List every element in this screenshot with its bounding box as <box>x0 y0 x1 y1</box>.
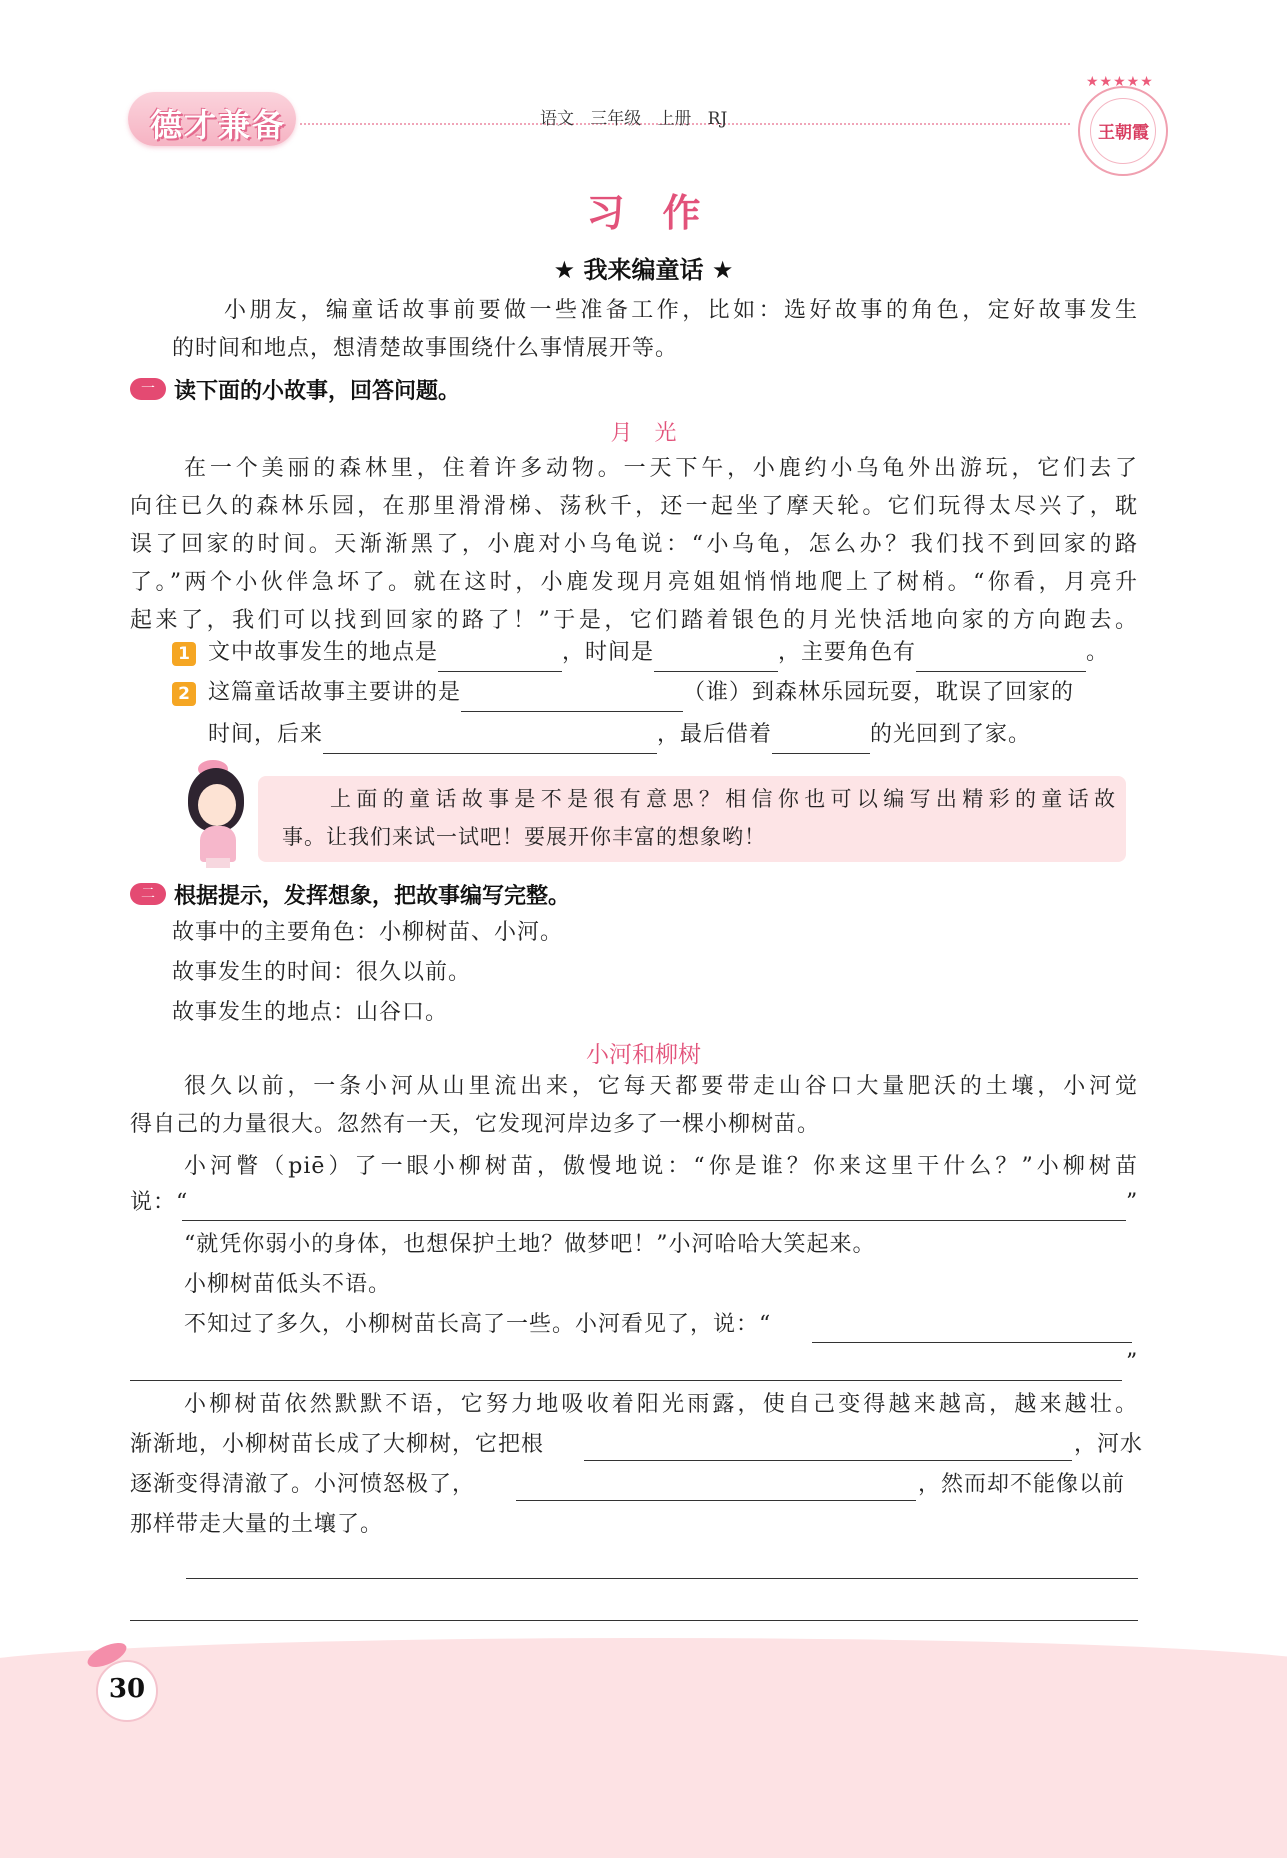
story2-line: “就凭你弱小的身体，也想保护土地？做梦吧！”小河哈哈大笑起来。 <box>184 1232 876 1257</box>
q2-text: 时间，后来 <box>208 722 324 747</box>
story-line: 误了回家的时间。天渐渐黑了，小鹿对小乌龟说：“小乌龟，怎么办？我们找不到回家的路 <box>130 532 1138 557</box>
story2-line-however: ，然而却不能像以前 <box>918 1472 1126 1497</box>
story2-line-river: ，河水 <box>1074 1432 1144 1457</box>
q1-blank-characters[interactable] <box>916 641 1086 672</box>
tip-line-2: 事。让我们来试一试吧！要展开你丰富的想象哟！ <box>282 825 766 849</box>
tip-line-1: 上面的童话故事是不是很有意思？相信你也可以编写出精彩的童话故 <box>330 787 1116 811</box>
subject: 语文 <box>540 109 574 129</box>
story2-line: 小柳树苗低头不语。 <box>184 1272 392 1297</box>
story2-line: 小柳树苗依然默默不语，它努力地吸收着阳光雨露，使自己变得越来越高，越来越壮。 <box>184 1392 1138 1417</box>
question-2-line-2 <box>208 716 1031 754</box>
q2-text: ，最后借着 <box>657 722 773 747</box>
story-line: 在一个美丽的森林里，住着许多动物。一天下午，小鹿约小乌龟外出游玩，它们去了 <box>184 456 1138 481</box>
hint-line: 故事中的主要角色：小柳树苗、小河。 <box>172 920 564 945</box>
story2-line-root: 渐渐地，小柳树苗长成了大柳树，它把根 <box>130 1432 545 1457</box>
section-badge-1: 一 <box>130 378 166 400</box>
girl-face-icon <box>198 784 236 826</box>
story2-line: 得自己的力量很大。忽然有一天，它发现河岸边多了一棵小柳树苗。 <box>130 1112 821 1137</box>
volume: 上册 <box>657 109 692 129</box>
answer-line-ending-2[interactable] <box>130 1620 1138 1621</box>
answer-line-river-says-2[interactable] <box>130 1380 1122 1381</box>
q1-text: ，时间是 <box>562 640 655 665</box>
answer-line-angry[interactable] <box>516 1500 916 1501</box>
story-line: 了。”两个小伙伴急坏了。就在这时，小鹿发现月亮姐姐悄悄地爬上了树梢。“你看，月亮升 <box>130 570 1138 595</box>
section-title-2: 根据提示，发挥想象，把故事编写完整。 <box>174 884 571 909</box>
q1-text: 。 <box>1086 640 1110 665</box>
grade: 三年级 <box>590 109 642 129</box>
intro-line-1: 小朋友，编童话故事前要做一些准备工作，比如：选好故事的角色，定好故事发生 <box>224 298 1138 323</box>
story-title-moonlight: 月 光 <box>610 421 677 446</box>
seal-stars-icon: ★★★★★ <box>1086 74 1154 90</box>
q1-text: ，主要角色有 <box>778 640 917 665</box>
subtitle: ★ 我来编童话 ★ <box>553 256 734 284</box>
answer-line-roots[interactable] <box>584 1460 1072 1461</box>
q1-blank-place[interactable] <box>438 641 562 672</box>
q1-blank-time[interactable] <box>654 641 778 672</box>
intro-line-2: 的时间和地点，想清楚故事围绕什么事情展开等。 <box>172 336 679 361</box>
section-title-1: 读下面的小故事，回答问题。 <box>174 379 461 404</box>
hint-line: 故事发生的时间：很久以前。 <box>172 960 472 985</box>
story2-line: 不知过了多久，小柳树苗长高了一些。小河看见了，说：“ <box>184 1312 772 1337</box>
q2-blank-who[interactable] <box>461 681 683 712</box>
q2-text: （谁）到森林乐园玩耍，耽误了回家的 <box>683 680 1075 705</box>
story2-line: 那样带走大量的土壤了。 <box>130 1512 384 1537</box>
girl-legs-icon <box>206 858 230 868</box>
header-info <box>540 104 727 129</box>
question-number-2: 2 <box>172 682 196 706</box>
story2-line: 小河瞥（piē）了一眼小柳树苗，傲慢地说：“你是谁？你来这里干什么？”小柳树苗 <box>184 1154 1138 1179</box>
story-line: 向往已久的森林乐园，在那里滑滑梯、荡秋千，还一起坐了摩天轮。它们玩得太尽兴了，耽 <box>130 494 1138 519</box>
answer-line-river-says-1[interactable] <box>812 1342 1132 1343</box>
q2-text: 的光回到了家。 <box>870 722 1032 747</box>
girl-dress-icon <box>200 826 236 862</box>
section-badge-2: 二 <box>130 883 166 905</box>
hint-line: 故事发生的地点：山谷口。 <box>172 1000 449 1025</box>
answer-line-ending-1[interactable] <box>186 1578 1138 1579</box>
question-number-1: 1 <box>172 642 196 666</box>
q2-text: 这篇童话故事主要讲的是 <box>208 680 462 705</box>
q2-blank-later[interactable] <box>323 723 657 754</box>
quote-close: ” <box>1126 1190 1139 1215</box>
question-2-line-1 <box>208 674 1074 712</box>
seal-text: 王朝霞 <box>1098 123 1149 143</box>
logo-text: 德才兼备 <box>150 106 287 144</box>
q2-blank-light[interactable] <box>772 723 870 754</box>
story2-say: 说：“ <box>130 1190 189 1215</box>
story2-line-clear: 逐渐变得清澈了。小河愤怒极了， <box>130 1472 476 1497</box>
story-line: 起来了，我们可以找到回家的路了！”于是，它们踏着银色的月光快活地向家的方向跑去。 <box>130 608 1138 633</box>
edition: RJ <box>707 109 728 129</box>
footer-wave <box>0 1638 1287 1858</box>
page-title: 习作 <box>586 191 739 235</box>
answer-line-willow-reply[interactable] <box>182 1220 1126 1221</box>
page-number: 30 <box>108 1674 146 1704</box>
q1-text: 文中故事发生的地点是 <box>208 640 439 665</box>
story-title-river-willow: 小河和柳树 <box>586 1042 701 1068</box>
story2-line: 很久以前，一条小河从山里流出来，它每天都要带走山谷口大量肥沃的土壤，小河觉 <box>184 1074 1138 1099</box>
question-1 <box>208 634 1109 672</box>
quote-close: ” <box>1126 1350 1139 1375</box>
